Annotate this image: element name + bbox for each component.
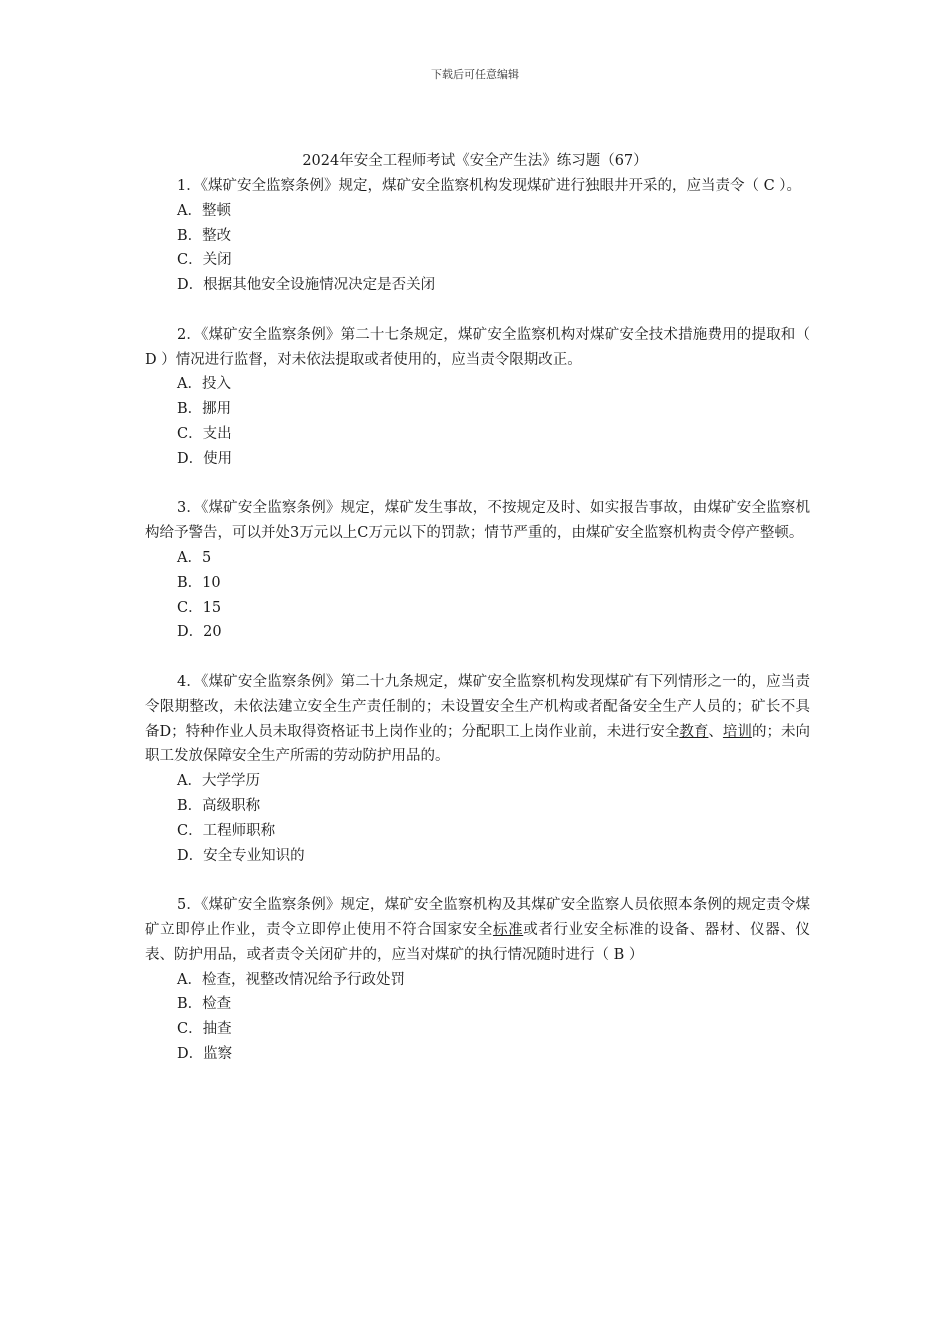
document-body	[145, 174, 810, 1067]
option-d: D．根据其他安全设施情况决定是否关闭	[177, 277, 436, 294]
question-stem: 1．《煤矿安全监察条例》规定，煤矿安全监察机构发现煤矿进行独眼井开采的，应当责令（ C ）。	[177, 178, 802, 194]
option-d: D．安全专业知识的	[177, 847, 305, 864]
option-d: D．20	[177, 624, 222, 641]
option-a: A．检查，视整改情况给予行政处罚	[177, 971, 405, 988]
stem-text: 4．《煤矿安全监察条例》第二十九条规定，煤矿安全监察机构发现煤矿有下列情形之一的，应当责令限期整改，未依法建立安全生产责任制的；未设置安全生产机构或者配备安全生产人员的；矿长不具备D；特种作业人员未取得资格证书上岗作业的；分配职工上岗作业前，未进行安全	[145, 673, 810, 740]
link-training[interactable]: 培训	[722, 723, 752, 740]
option-a: A．投入	[177, 376, 231, 393]
option-b: B．10	[177, 574, 221, 591]
link-standard[interactable]: 标准	[492, 921, 524, 938]
stem-text: 或者行业安全标准的设备、器材、仪器、仪表、防护用品，或者责令关闭矿井的，应当对煤矿的执行情况随时进行（ B ）	[145, 921, 811, 963]
question-2	[145, 323, 810, 472]
option-c: C．关闭	[177, 252, 232, 269]
question-stem	[145, 670, 810, 769]
option-a: A．整顿	[177, 202, 231, 219]
option-d: D．使用	[177, 450, 233, 467]
question-stem: 2．《煤矿安全监察条例》第二十七条规定，煤矿安全监察机构对煤矿安全技术措施费用的提取和（ D ）情况进行监督，对未依法提取或者使用的，应当责令限期改正。	[145, 326, 810, 368]
option-c: C．支出	[177, 425, 232, 442]
question-stem	[145, 893, 810, 967]
option-a: A．大学学历	[177, 773, 260, 790]
option-b: B．整改	[177, 227, 232, 244]
question-4	[145, 670, 810, 868]
stem-text: 5．《煤矿安全监察条例》规定，煤矿安全监察机构及其煤矿安全监察人员依照本条例的规定责令煤矿立即停止作业，责令立即停止使用不符合国家安全	[145, 897, 810, 938]
option-a: A．5	[177, 549, 212, 566]
question-stem: 3．《煤矿安全监察条例》规定，煤矿发生事故，不按规定及时、如实报告事故，由煤矿安全监察机构给予警告，可以并处3万元以上C万元以下的罚款；情节严重的，由煤矿安全监察机构责令停产整顿。	[145, 500, 810, 542]
option-c: C．工程师职称	[177, 822, 276, 839]
question-5	[145, 893, 810, 1067]
link-education[interactable]: 教育	[679, 723, 709, 740]
stem-separator: 、	[708, 723, 723, 740]
option-d: D．监察	[177, 1045, 233, 1062]
question-3	[145, 496, 810, 645]
stem-text: 的；未向职工发放保障安全生产所需的劳动防护用品的。	[145, 723, 811, 765]
question-1	[145, 174, 810, 298]
option-c: C．抽查	[177, 1021, 232, 1038]
page-header: 下载后可任意编辑	[431, 68, 519, 81]
option-b: B．高级职称	[177, 797, 261, 814]
document-title: 2024年安全工程师考试《安全产生法》练习题（67）	[302, 153, 648, 169]
option-b: B．检查	[177, 996, 232, 1013]
option-c: C．15	[177, 599, 222, 616]
option-b: B．挪用	[177, 401, 232, 418]
